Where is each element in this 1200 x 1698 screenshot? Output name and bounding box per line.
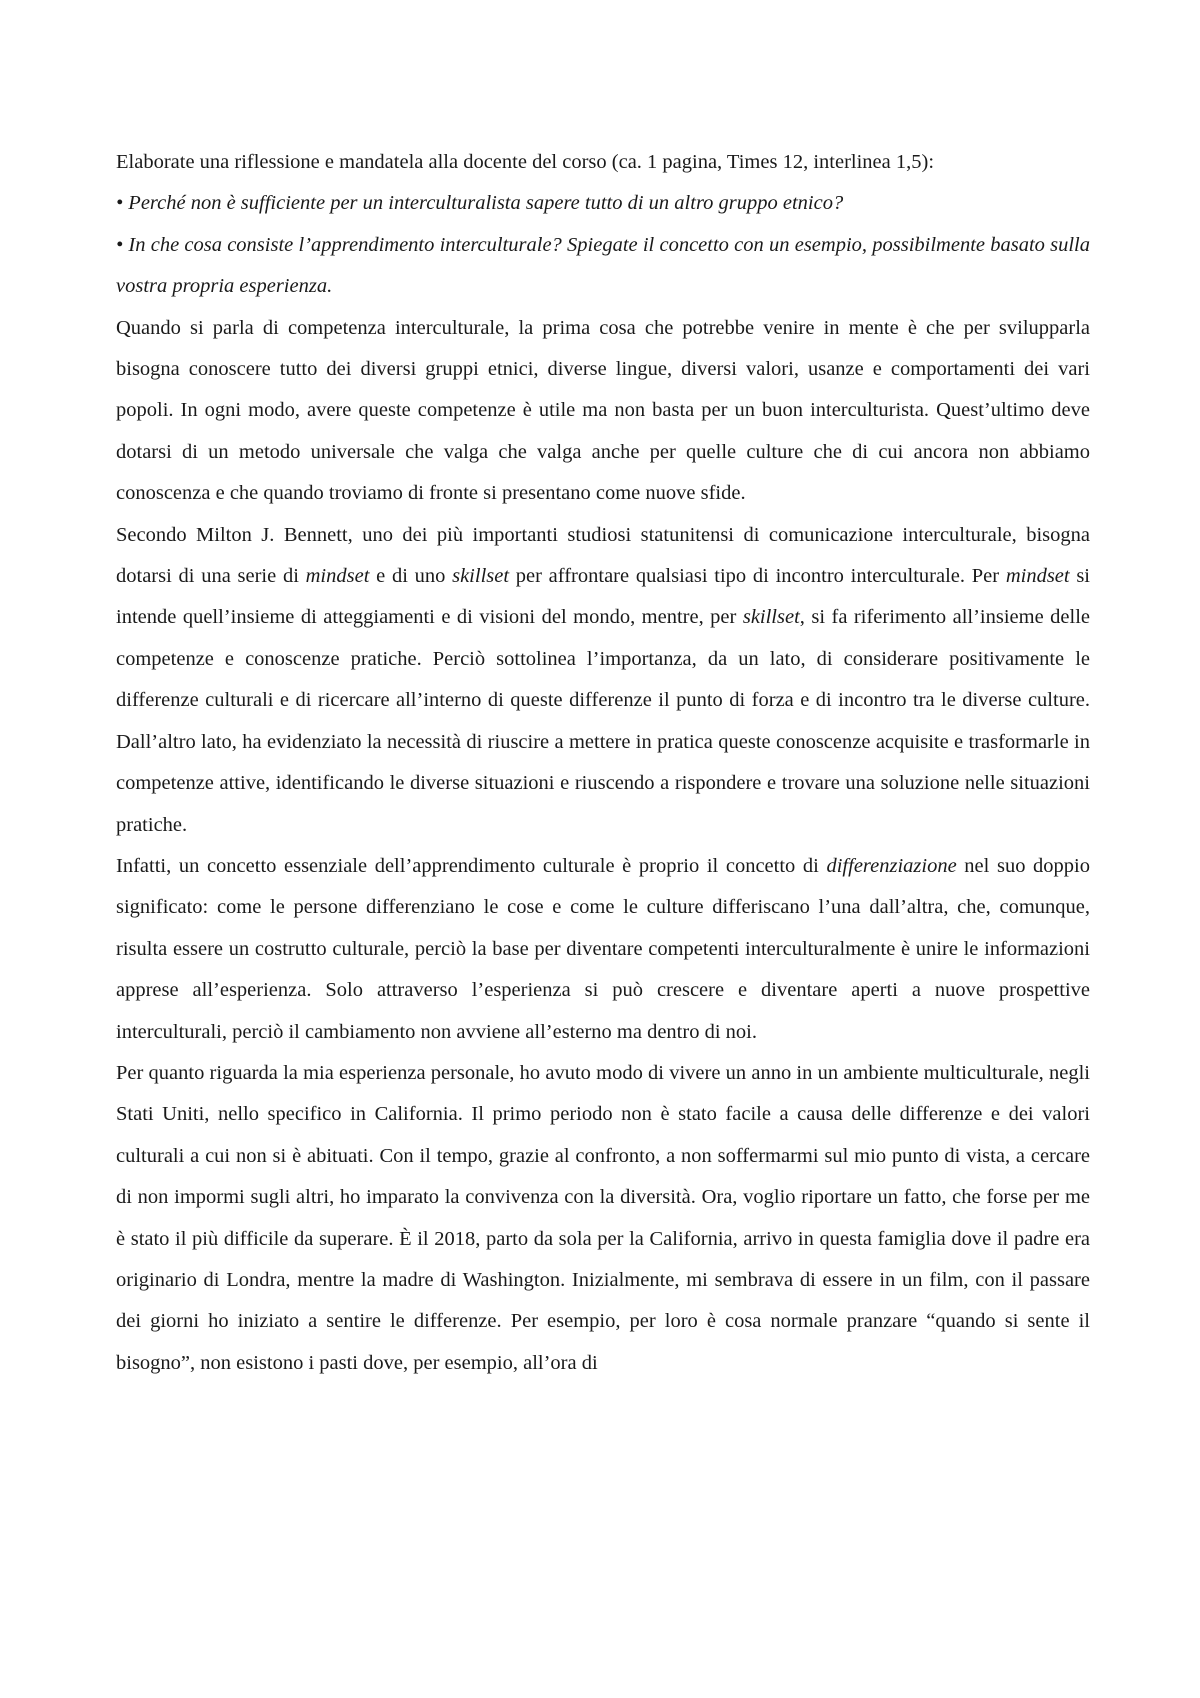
assignment-intro: Elaborate una riflessione e mandatela alla docente del corso (ca. 1 pagina, Times 12, interlinea 1,5): xyxy=(116,151,935,173)
paragraph-2-part-2: e di uno xyxy=(369,565,453,588)
term-mindset-2: mindset xyxy=(1005,565,1070,588)
paragraph-3 xyxy=(116,846,1090,1053)
paragraph-2-part-4: si intende quell’insieme di atteggiamenti e di visioni del mondo, mentre, per xyxy=(116,565,1090,629)
paragraph-3-part-2: nel suo doppio significato: come le persone differenziano le cose e come le culture differiscano l’una dall’altra, che, comunque, risulta essere un costrutto culturale, perciò la base per diventare competenti interculturalmente è unire le informazioni apprese all’esperienza. Solo attraverso l’esperienza si può crescere e diventare aperti a nuove prospettive interculturali, perciò il cambiamento non avviene all’esterno ma dentro di noi. xyxy=(116,854,1091,1043)
paragraph-1: Quando si parla di competenza interculturale, la prima cosa che potrebbe venire in mente è che per svilupparla bisogna conoscere tutto dei diversi gruppi etnici, diverse lingue, diversi valori, usanze e comportamenti dei vari popoli. In ogni modo, avere queste competenze è utile ma non basta per un buon interculturista. Quest’ultimo deve dotarsi di un metodo universale che valga che valga anche per quelle culture che di cui ancora non abbiamo conoscenza e che quando troviamo di fronte si presentano come nuove sfide. xyxy=(116,316,1090,505)
paragraph-2-part-3: per affrontare qualsiasi tipo di incontro interculturale. Per xyxy=(509,565,1006,588)
paragraph-2 xyxy=(116,515,1090,846)
question-2-text: • In che cosa consiste l’apprendimento interculturale? Spiegate il concetto con un esempio, possibilmente basato sulla vostra propria esperienza. xyxy=(116,233,1090,298)
assignment-question-2 xyxy=(116,225,1090,308)
paragraph-2-part-5: , si fa riferimento all’insieme delle competenze e conoscenze pratiche. Perciò sottolinea l’importanza, da un lato, di considerare positivamente le differenze culturali e di ricercare all’interno di queste differenze il punto di forza e di incontro tra le diverse culture. Dall’altro lato, ha evidenziato la necessità di riuscire a mettere in pratica queste conoscenze acquisite e trasformarle in competenze attive, identificando le diverse situazioni e riuscendo a rispondere e trovare una soluzione nelle situazioni pratiche. xyxy=(116,606,1091,836)
term-skillset-2: skillset xyxy=(742,606,800,629)
term-skillset: skillset xyxy=(452,565,510,588)
question-1-text: • Perché non è sufficiente per un interculturalista sapere tutto di un altro gruppo etnico? xyxy=(116,192,844,215)
document-body xyxy=(116,142,1090,1384)
term-differenziazione: differenziazione xyxy=(826,854,957,877)
paragraph-4: Per quanto riguarda la mia esperienza personale, ho avuto modo di vivere un anno in un ambiente multiculturale, negli Stati Uniti, nello specifico in California. Il primo periodo non è stato facile a causa delle differenze e dei valori culturali a cui non si è abituati. Con il tempo, grazie al confronto, a non soffermarmi sul mio punto di vista, a cercare di non impormi sugli altri, ho imparato la convivenza con la diversità. Ora, voglio riportare un fatto, che forse per me è stato il più difficile da superare. È il 2018, parto da sola per la California, arrivo in questa famiglia dove il padre era originario di Londra, mentre la madre di Washington. Inizialmente, mi sembrava di essere in un film, con il passare dei giorni ho iniziato a sentire le differenze. Per esempio, per loro è cosa normale pranzare “quando si sente il bisogno”, non esistono i pasti dove, per esempio, all’ora di xyxy=(116,1061,1090,1374)
assignment-question-1 xyxy=(116,183,1090,224)
term-mindset: mindset xyxy=(305,565,370,588)
paragraph-3-part-1: Infatti, un concetto essenziale dell’apprendimento culturale è proprio il concetto di xyxy=(116,854,827,877)
paragraph-2-part-1: Secondo Milton J. Bennett, uno dei più importanti studiosi statunitensi di comunicazione interculturale, bisogna dotarsi di una serie di xyxy=(116,523,1090,588)
